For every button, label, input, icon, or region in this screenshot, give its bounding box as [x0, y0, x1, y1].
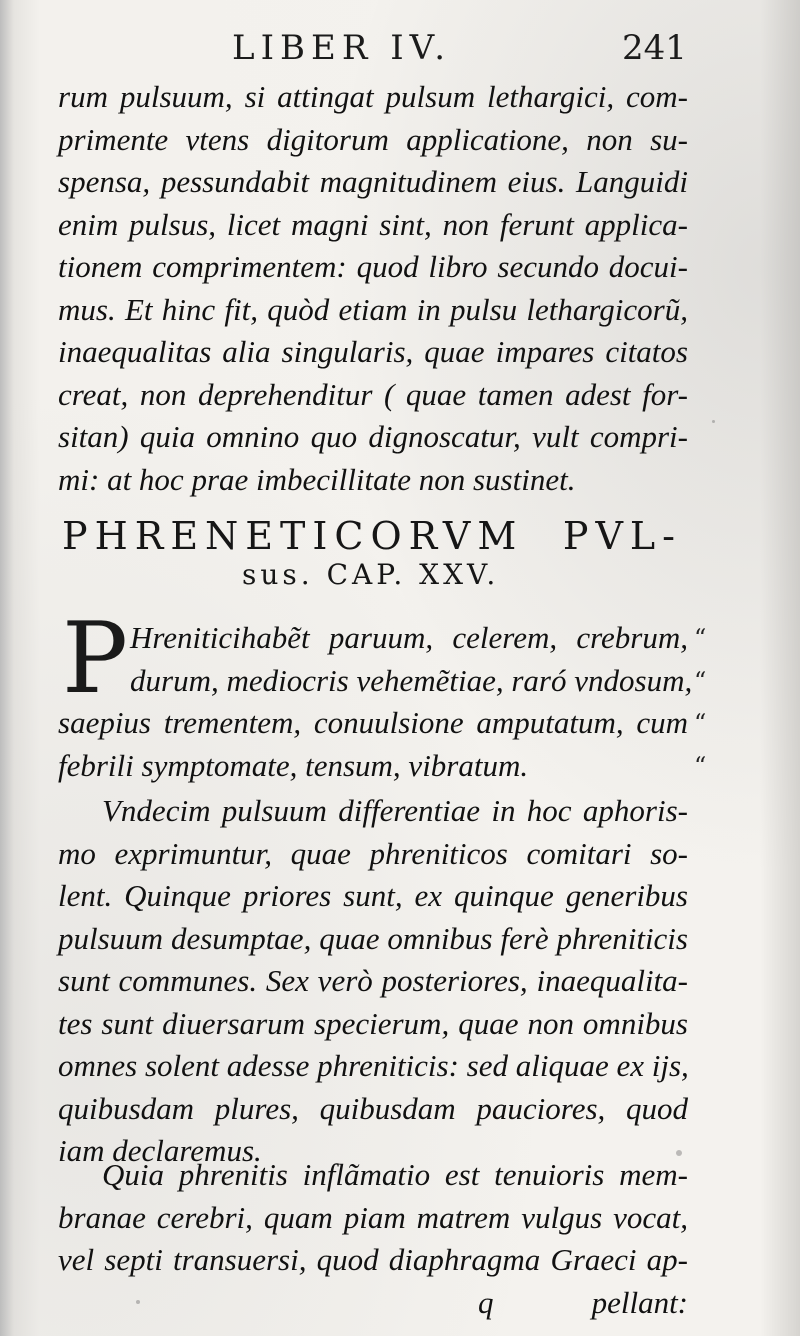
paragraph-lethargic-pulse	[58, 76, 688, 501]
text-line: quibusdam plures, quibusdam pauciores, quod	[58, 1090, 688, 1126]
text-line: branae cerebri, quam piam matrem vulgus vocat,	[58, 1199, 688, 1235]
running-title: LIBER IV.	[232, 28, 452, 68]
text-line: Quia phrenitis inflãmatio est tenuioris mem-	[102, 1157, 688, 1192]
text-line: rum pulsuum, si attingat pulsum lethargici, com-	[58, 79, 688, 114]
text-line: febrili symptomate, tensum, vibratum.	[58, 747, 529, 783]
quote-mark: “	[694, 709, 707, 737]
text-line: omnes solent adesse phreniticis: sed aliquae ex ijs,	[58, 1048, 689, 1083]
quote-mark: “	[694, 751, 707, 780]
text-line: sunt communes. Sex verò posteriores, inaequalita-	[58, 963, 688, 998]
text-line: tionem comprimentem: quod libro secundo docui-	[58, 249, 688, 284]
text-line: inaequalitas alia singularis, quae impares citatos	[58, 334, 688, 369]
text-line: lent. Quinque priores sunt, ex quinque generibus	[58, 878, 688, 913]
text-line: Vndecim pulsuum differentiae in hoc aphoris-	[102, 793, 688, 828]
text-line: saepius trementem, conuulsione amputatum, cum	[58, 705, 688, 740]
text-line: pulsuum desumptae, quae omnibus ferè phreniticis	[58, 920, 688, 956]
catchword: pellant:	[591, 1284, 688, 1320]
chapter-heading-line-1: PHRENETICORVM PVL-	[62, 514, 682, 558]
text-line: iam declaremus.	[58, 1133, 262, 1168]
ink-speck	[136, 1300, 140, 1304]
paragraph-phrenitis	[58, 1154, 688, 1324]
text-line: durum, mediocris vehemẽtiae, raró vndosum,	[130, 662, 693, 698]
text-line: sitan) quia omnino quo dignoscatur, vult compri-	[58, 419, 688, 454]
text-line: mus. Et hinc fit, quòd etiam in pulsu lethargicorũ,	[58, 291, 688, 327]
quote-mark: “	[694, 624, 707, 652]
page-number: 241	[622, 28, 687, 68]
ink-speck	[676, 1150, 682, 1156]
text-line: mo exprimuntur, quae phreniticos comitari so-	[58, 835, 688, 871]
text-line: tes sunt diuersarum specierum, quae non omnibus	[58, 1005, 688, 1041]
text-line: enim pulsus, licet magni sint, non ferunt applica-	[58, 206, 688, 242]
quote-mark: “	[694, 666, 707, 695]
signature-line	[58, 1282, 688, 1325]
text-line: vel septi transuersi, quod diaphragma Graeci ap-	[58, 1242, 688, 1277]
text-line: primente vtens digitorum applicatione, non su-	[58, 121, 688, 157]
text-line: Hreniticihabẽt paruum, celerem, crebrum,	[130, 620, 688, 655]
drop-cap: P	[62, 602, 128, 716]
text-line: mi: at hoc prae imbecillitate non sustinet.	[58, 461, 576, 497]
text-line: spensa, pessundabit magnitudinem eius. Languidi	[58, 164, 688, 199]
chapter-heading	[62, 514, 682, 591]
running-head	[0, 28, 800, 72]
paragraph-commentary	[58, 790, 688, 1173]
chapter-heading-line-2: sus. CAP. XXV.	[242, 558, 500, 591]
signature-mark: q	[478, 1284, 494, 1320]
marginal-quote-marks	[694, 617, 724, 787]
text-line: creat, non deprehenditur ( quae tamen adest for-	[58, 376, 688, 412]
ink-speck	[712, 420, 715, 423]
aphorism-text	[58, 617, 693, 787]
